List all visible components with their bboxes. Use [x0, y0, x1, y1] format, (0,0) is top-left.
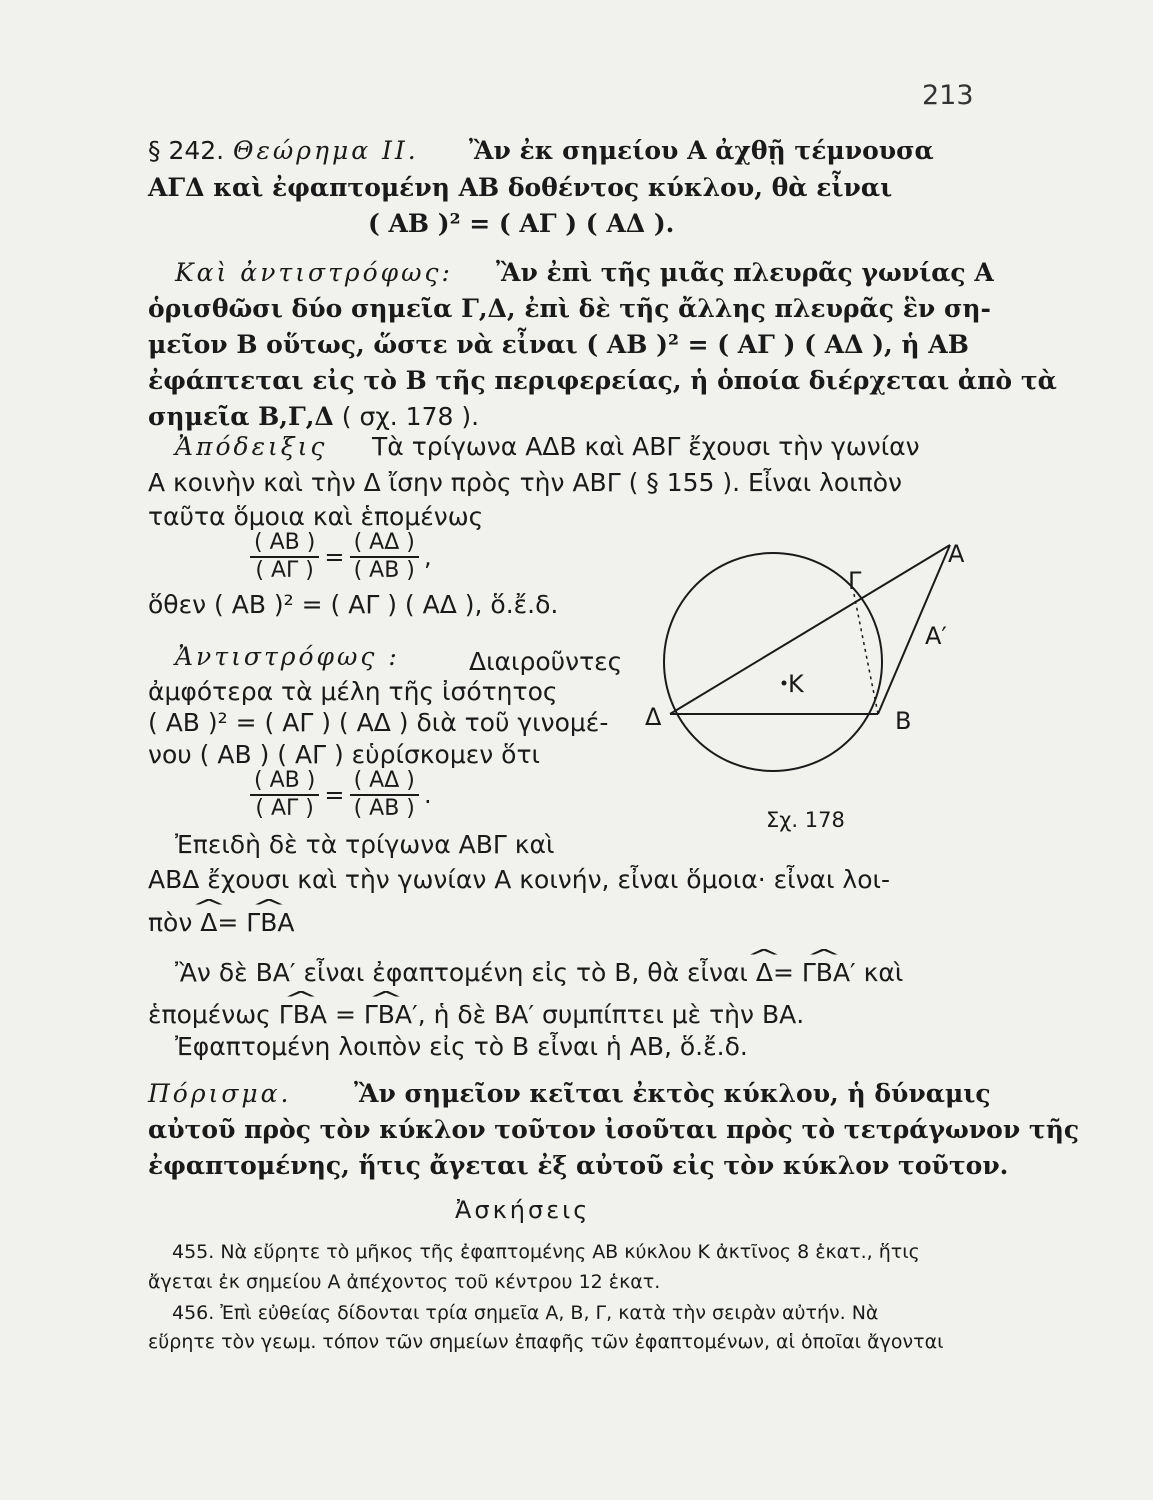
- converse-line-5-ref: ( σχ. 178 ).: [341, 402, 480, 431]
- exercise-456-line-1: 456. Ἐπὶ εὐθείας δίδονται τρία σημεῖα Α, Β, Γ, κατὰ τὴν σειρὰν αὐτήν. Νὰ: [172, 1302, 879, 1324]
- corollary-heading: Πόρισμα.: [148, 1079, 292, 1108]
- angle-hat-delta: ^ Δ: [200, 908, 217, 938]
- converse-frac-end: .: [423, 781, 432, 809]
- converse-line-5: [148, 402, 479, 432]
- angle-hat-beta-2: ^ Β: [816, 958, 833, 988]
- proof-line-3: ταῦτα ὅμοια καὶ ἑπομένως: [148, 502, 484, 531]
- line-9-suffix: Α′, ἡ δὲ ΒΑ′ συμπίπτει μὲ τὴν ΒΑ.: [394, 1000, 805, 1029]
- converse-frac2-den: ( ΑΒ ): [353, 796, 415, 821]
- converse-line-4: ἐφάπτεται εἰς τὸ Β τῆς περιφερείας, ἡ ὁποία διέρχεται ἀπὸ τὰ: [148, 366, 1057, 395]
- line-9-eq: Α = Γ: [309, 1000, 378, 1029]
- theorem-section: § 242.: [148, 136, 225, 165]
- figure-label-d: Δ: [645, 703, 662, 731]
- converse-ratio: $\frac{( AB )}{( A\Gamma )}$ = $\frac{( A\Delta )}{( AB )}$ .: [250, 768, 432, 822]
- converse-proof-line-10: Ἐφαπτομένη λοιπὸν εἰς τὸ Β εἶναι ἡ ΑΒ, ὅ.ἔ.δ.: [175, 1032, 748, 1061]
- figure-178: [640, 530, 990, 840]
- figure-label-a: Α: [948, 540, 965, 568]
- proof-frac1-num: ( ΑΒ ): [250, 530, 319, 558]
- proof-frac2-num: ( ΑΔ ): [350, 530, 419, 558]
- line-8-eq: = Γ: [772, 958, 816, 987]
- exercises-title: Ἀσκήσεις: [455, 1196, 591, 1224]
- converse-proof-line-7: [148, 908, 294, 938]
- page-number: 213: [922, 80, 974, 111]
- line-7-suffix: Α: [277, 908, 295, 937]
- converse-proof-line-6: ΑΒΔ ἔχουσι καὶ τὴν γωνίαν Α κοινήν, εἶναι ὅμοια· εἶναι λοι-: [148, 865, 890, 894]
- converse-fraction-1: [250, 768, 319, 822]
- converse-proof-line-5: Ἐπειδὴ δὲ τὰ τρίγωνα ΑΒΓ καὶ: [175, 830, 555, 859]
- converse-frac1-den: ( ΑΓ ): [255, 796, 314, 821]
- converse-proof-heading: Ἀντιστρόφως :: [175, 642, 400, 671]
- converse-line-5-points: σημεῖα Β,Γ,Δ: [148, 402, 334, 431]
- converse-proof-line-3: ( ΑΒ )² = ( ΑΓ ) ( ΑΔ ) διὰ τοῦ γινομέ-: [148, 708, 609, 737]
- angle-hat-delta-2: ^ Δ: [756, 958, 773, 988]
- proof-line-4: ὅθεν ( ΑΒ )² = ( ΑΓ ) ( ΑΔ ), ὅ.ἔ.δ.: [148, 590, 559, 619]
- converse-line-2: ὁρισθῶσι δύο σημεῖα Γ,Δ, ἐπὶ δὲ τῆς ἄλλης πλευρᾶς ἓν ση-: [148, 294, 991, 323]
- converse-proof-line-4: νου ( ΑΒ ) ( ΑΓ ) εὑρίσκομεν ὅτι: [148, 740, 540, 769]
- figure-label-a-prime: Α′: [925, 622, 947, 650]
- theorem-heading: Θεώρημα II.: [233, 136, 419, 165]
- converse-frac1-num: ( ΑΒ ): [250, 768, 319, 796]
- proof-frac-end: ,: [423, 543, 432, 571]
- exercise-455-line-1: 455. Νὰ εὕρητε τὸ μῆκος τῆς ἐφαπτομένης ΑΒ κύκλου Κ ἀκτῖνος 8 ἑκατ., ἥτις: [172, 1241, 920, 1263]
- proof-frac1-den: ( ΑΓ ): [255, 558, 314, 583]
- figure-caption: Σχ. 178: [766, 808, 845, 832]
- proof-ratio: $\frac{( AB )}{( A\Gamma )}$ = $\frac{( A\Delta )}{( AB )}$ ,: [250, 530, 432, 584]
- exercise-455-line-2: ἄγεται ἐκ σημείου Α ἀπέχοντος τοῦ κέντρου 12 ἑκατ.: [148, 1271, 661, 1293]
- converse-proof-line-2: ἀμφότερα τὰ μέλη τῆς ἰσότητος: [148, 677, 558, 706]
- center-point: [782, 681, 787, 686]
- dotted-gb: [854, 594, 878, 714]
- converse-line-3: μεῖον Β οὕτως, ὥστε νὰ εἶναι ( ΑΒ )² = ( ΑΓ ) ( ΑΔ ), ἡ ΑΒ: [148, 330, 969, 359]
- line-8-suffix: Α′ καὶ: [832, 958, 904, 987]
- converse-fraction-2: [350, 768, 419, 822]
- figure-label-g: Γ: [848, 567, 862, 595]
- proof-fraction-2: [350, 530, 419, 584]
- line-7-prefix: πὸν: [148, 908, 193, 937]
- converse-proof-line-9: [148, 1000, 804, 1030]
- exercise-456-line-2: εὕρητε τὸν γεωμ. τόπον τῶν σημείων ἐπαφῆς τῶν ἐφαπτομένων, αἱ ὁποῖαι ἄγονται: [148, 1331, 944, 1353]
- secant-line: [670, 545, 950, 714]
- converse-frac2-num: ( ΑΔ ): [350, 768, 419, 796]
- figure-label-b: Β: [895, 707, 912, 735]
- proof-heading: Ἀπόδειξις: [175, 432, 328, 461]
- converse-text-1: Ἂν ἐπὶ τῆς μιᾶς πλευρᾶς γωνίας Α: [496, 258, 994, 287]
- corollary-line-1: Ἂν σημεῖον κεῖται ἐκτὸς κύκλου, ἡ δύναμις: [354, 1079, 991, 1108]
- converse-proof-line-1: Διαιροῦντες: [469, 647, 623, 676]
- angle-hat-beta: ^ Β: [260, 908, 277, 938]
- proof-frac2-den: ( ΑΒ ): [353, 558, 415, 583]
- theorem-text-1: Ἂν ἐκ σημείου Α ἀχθῇ τέμνουσα: [469, 136, 934, 165]
- angle-hat-beta-3: ^ Β: [293, 1000, 310, 1030]
- proof-line-1: Τὰ τρίγωνα ΑΔΒ καὶ ΑΒΓ ἔχουσι τὴν γωνίαν: [372, 432, 920, 461]
- theorem-formula: ( ΑΒ )² = ( ΑΓ ) ( ΑΔ ).: [368, 209, 675, 238]
- proof-line-2: Α κοινὴν καὶ τὴν Δ ἴσην πρὸς τὴν ΑΒΓ ( § 155 ). Εἶναι λοιπὸν: [148, 468, 902, 497]
- corollary-line-3: ἐφαπτομένης, ἥτις ἄγεται ἐξ αὐτοῦ εἰς τὸν κύκλον τοῦτον.: [148, 1151, 1009, 1180]
- converse-heading: Καὶ ἀντιστρόφως:: [175, 258, 453, 287]
- line-9-prefix: ἑπομένως Γ: [148, 1000, 293, 1029]
- corollary-line-2: αὐτοῦ πρὸς τὸν κύκλον τοῦτον ἰσοῦται πρὸς τὸ τετράγωνον τῆς: [148, 1115, 1080, 1144]
- proof-fraction-1: [250, 530, 319, 584]
- theorem-text-2: ΑΓΔ καὶ ἐφαπτομένη ΑΒ δοθέντος κύκλου, θὰ εἶναι: [148, 173, 893, 202]
- figure-label-k: Κ: [788, 670, 804, 698]
- angle-hat-beta-4: ^ Β: [378, 1000, 395, 1030]
- line-8-prefix: Ἂν δὲ ΒΑ′ εἶναι ἐφαπτομένη εἰς τὸ Β, θὰ εἶναι: [175, 958, 748, 987]
- line-7-eq: = Γ: [217, 908, 261, 937]
